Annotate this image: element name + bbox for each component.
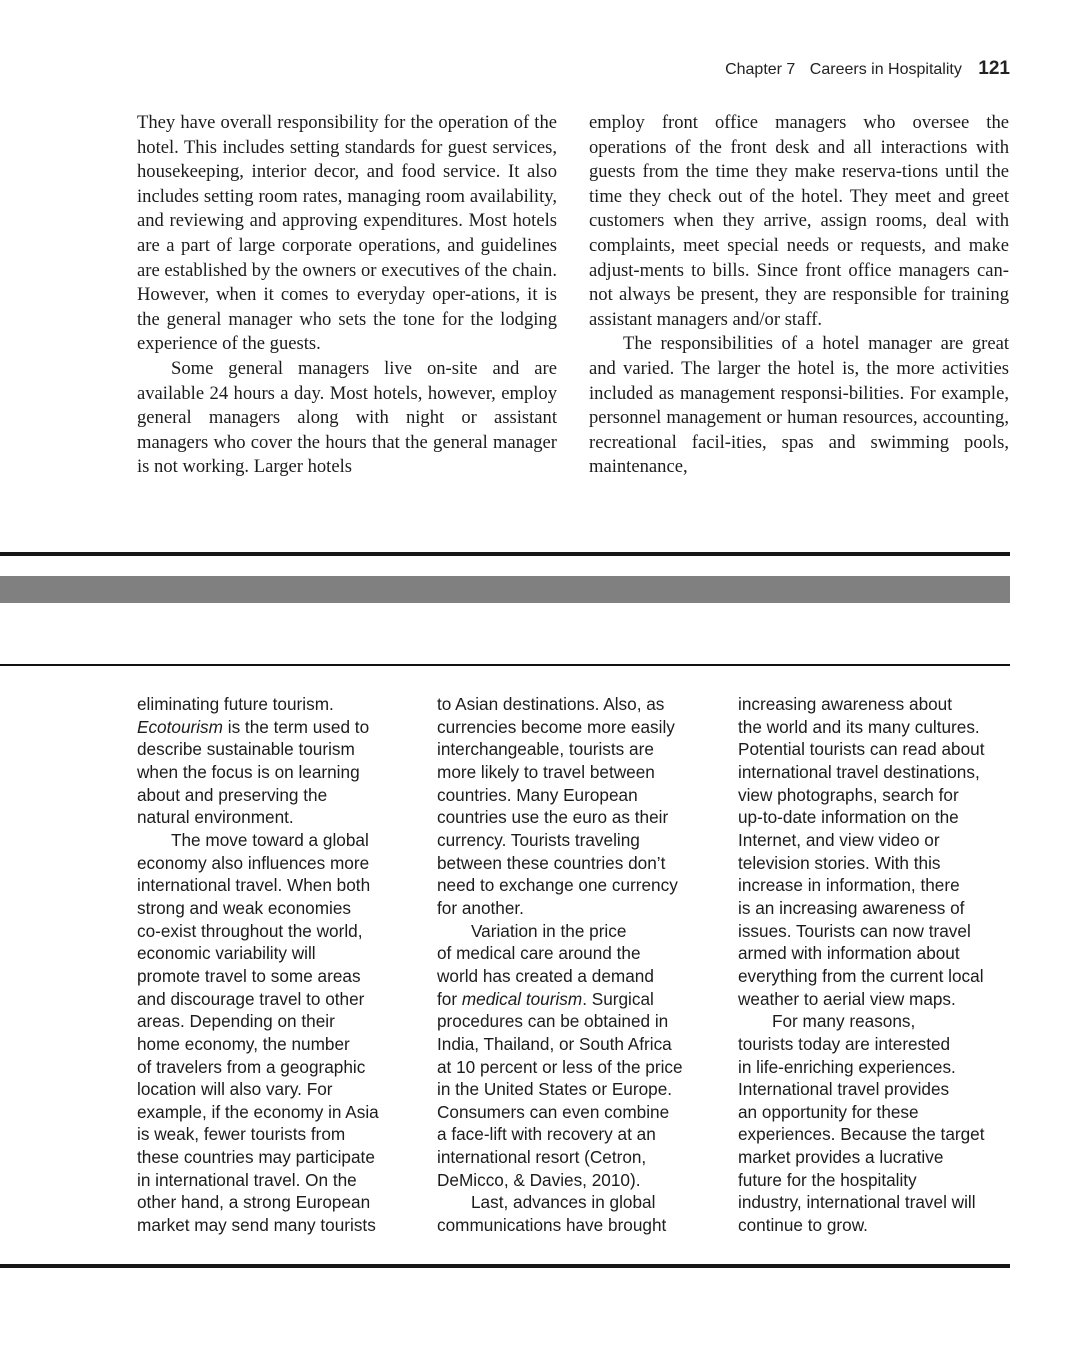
- text-line: is an increasing awareness of: [738, 897, 965, 918]
- text-line: a face-lift with recovery at an: [437, 1124, 656, 1145]
- box-column-2: [437, 693, 722, 1237]
- text-line: India, Thailand, or South Africa: [437, 1033, 672, 1054]
- text-line: world has created a demand: [437, 965, 654, 986]
- paragraph: They have overall responsibility for the operation of the hotel. This includes setting standards for guest services, housekeeping, interior decor, and food service. It also includes setting room rates, managing room availability, and reviewing and approving expenditures. Most hotels are a part of large corporate operations, and guidelines are established by the owners or executives of the chain. However, when it comes to everyday oper-ations, it is the general manager who sets the tone for the lodging experience of the guests.: [137, 112, 557, 355]
- section-divider-thin: [0, 664, 1010, 666]
- running-head: [725, 58, 1010, 80]
- text-line: location will also vary. For: [137, 1079, 333, 1100]
- text-line: countries. Many European: [437, 784, 638, 805]
- text-line: currencies become more easily: [437, 716, 675, 737]
- text-line: promote travel to some areas: [137, 965, 361, 986]
- text-line: the world and its many cultures.: [738, 716, 980, 737]
- text-line: of medical care around the: [437, 943, 641, 964]
- text-line: tourists today are interested: [738, 1033, 951, 1054]
- upper-right-column: [589, 111, 1009, 480]
- text-line: in life-enriching experiences.: [738, 1056, 956, 1077]
- text-line: need to exchange one currency: [437, 875, 678, 896]
- text-line: areas. Depending on their: [137, 1011, 335, 1032]
- italic-term: Ecotourism: [137, 716, 223, 737]
- text-line: more likely to travel between: [437, 761, 655, 782]
- text-line: eliminating future tourism.: [137, 694, 334, 714]
- chapter-label: Chapter 7: [725, 61, 796, 78]
- text-line: for another.: [437, 897, 524, 918]
- text-line: international travel destinations,: [738, 761, 980, 782]
- chapter-title: Careers in Hospitality: [809, 61, 962, 78]
- text-line: Consumers can even combine: [437, 1101, 670, 1122]
- text-line: for medical tourism. Surgical: [437, 988, 654, 1009]
- box-column-1: [137, 693, 422, 1237]
- text-line: DeMicco, & Davies, 2010).: [437, 1169, 641, 1190]
- italic-term: medical tourism: [461, 988, 583, 1009]
- text-line: economic variability will: [137, 943, 316, 964]
- text-line: continue to grow.: [738, 1215, 868, 1236]
- text-line: in international travel. On the: [137, 1169, 357, 1190]
- paragraph: Some general managers live on-site and are available 24 hours a day. Most hotels, however, employ general managers along with night or assistant managers who cover the hours that the general manager is not working. Larger hotels: [137, 357, 557, 478]
- text-line: procedures can be obtained in: [437, 1011, 669, 1032]
- page-number: 121: [978, 58, 1010, 79]
- text-line: industry, international travel will: [738, 1192, 976, 1213]
- text-line: is weak, fewer tourists from: [137, 1124, 346, 1145]
- text-line: issues. Tourists can now travel: [738, 920, 971, 941]
- text-line: economy also influences more: [137, 852, 370, 873]
- bottom-divider-thick: [0, 1264, 1010, 1268]
- text-line: interchangeable, tourists are: [437, 739, 654, 760]
- text-line: up-to-date information on the: [738, 807, 959, 828]
- text-line: communications have brought: [437, 1215, 667, 1236]
- text-line: The move toward a global: [171, 829, 369, 850]
- text-line: home economy, the number: [137, 1033, 350, 1054]
- text-line: other hand, a strong European: [137, 1192, 371, 1213]
- text-line: everything from the current local: [738, 965, 984, 986]
- text-line: Variation in the price: [471, 920, 627, 941]
- text-line: international resort (Cetron,: [437, 1147, 647, 1168]
- text-line: in the United States or Europe.: [437, 1079, 673, 1100]
- text-line: Potential tourists can read about: [738, 739, 985, 760]
- text-line: between these countries don’t: [437, 852, 666, 873]
- paragraph: The responsibilities of a hotel manager are great and varied. The larger the hotel is, the more activities included as management responsi-bilities. For example, personnel management or human resources, accounting, recreational facil-ities, spas and swimming pools, maintenance,: [589, 333, 1009, 478]
- text-line: to Asian destinations. Also, as: [437, 694, 665, 714]
- text-line: international travel. When both: [137, 875, 371, 896]
- text-line: about and preserving the: [137, 784, 328, 805]
- text-line: market provides a lucrative: [738, 1147, 944, 1168]
- text-line: Last, advances in global: [471, 1192, 656, 1213]
- paragraph: employ front office managers who oversee the operations of the front desk and all interactions with guests from the time they make reserva-tions until the time they check out of the hotel. They meet and greet customers when they arrive, assign rooms, deal with complaints, meet special needs or requests, and make adjust-ments to bills. Since front office managers can-not always be present, they are responsible for training assistant managers and/or staff.: [589, 112, 1009, 330]
- text-line: strong and weak economies: [137, 897, 352, 918]
- upper-left-column: [137, 111, 557, 480]
- text-line: increasing awareness about: [738, 694, 953, 714]
- section-divider-thick: [0, 552, 1010, 556]
- text-line: weather to aerial view maps.: [738, 988, 956, 1009]
- text-line: experiences. Because the target: [738, 1124, 985, 1145]
- text-line: currency. Tourists traveling: [437, 829, 640, 850]
- text-line: International travel provides: [738, 1079, 950, 1100]
- text-line: increase in information, there: [738, 875, 960, 896]
- text-line: example, if the economy in Asia: [137, 1101, 379, 1122]
- text-line: Ecotourism is the term used to: [137, 716, 370, 737]
- text-line: at 10 percent or less of the price: [437, 1056, 683, 1077]
- text-line: and discourage travel to other: [137, 988, 365, 1009]
- text-line: co-exist throughout the world,: [137, 920, 363, 941]
- text-line: describe sustainable tourism: [137, 739, 355, 760]
- text-line: these countries may participate: [137, 1147, 375, 1168]
- text-line: Internet, and view video or: [738, 829, 940, 850]
- text-line: an opportunity for these: [738, 1101, 919, 1122]
- text-line: future for the hospitality: [738, 1169, 917, 1190]
- text-line: market may send many tourists: [137, 1215, 376, 1236]
- gray-header-band: [0, 576, 1010, 603]
- text-line: when the focus is on learning: [137, 761, 360, 782]
- box-column-3: [738, 693, 1023, 1237]
- text-line: armed with information about: [738, 943, 960, 964]
- text-line: countries use the euro as their: [437, 807, 669, 828]
- text-line: view photographs, search for: [738, 784, 959, 805]
- text-line: natural environment.: [137, 807, 294, 828]
- text-line: For many reasons,: [772, 1011, 916, 1032]
- text-line: of travelers from a geographic: [137, 1056, 366, 1077]
- text-line: television stories. With this: [738, 852, 941, 873]
